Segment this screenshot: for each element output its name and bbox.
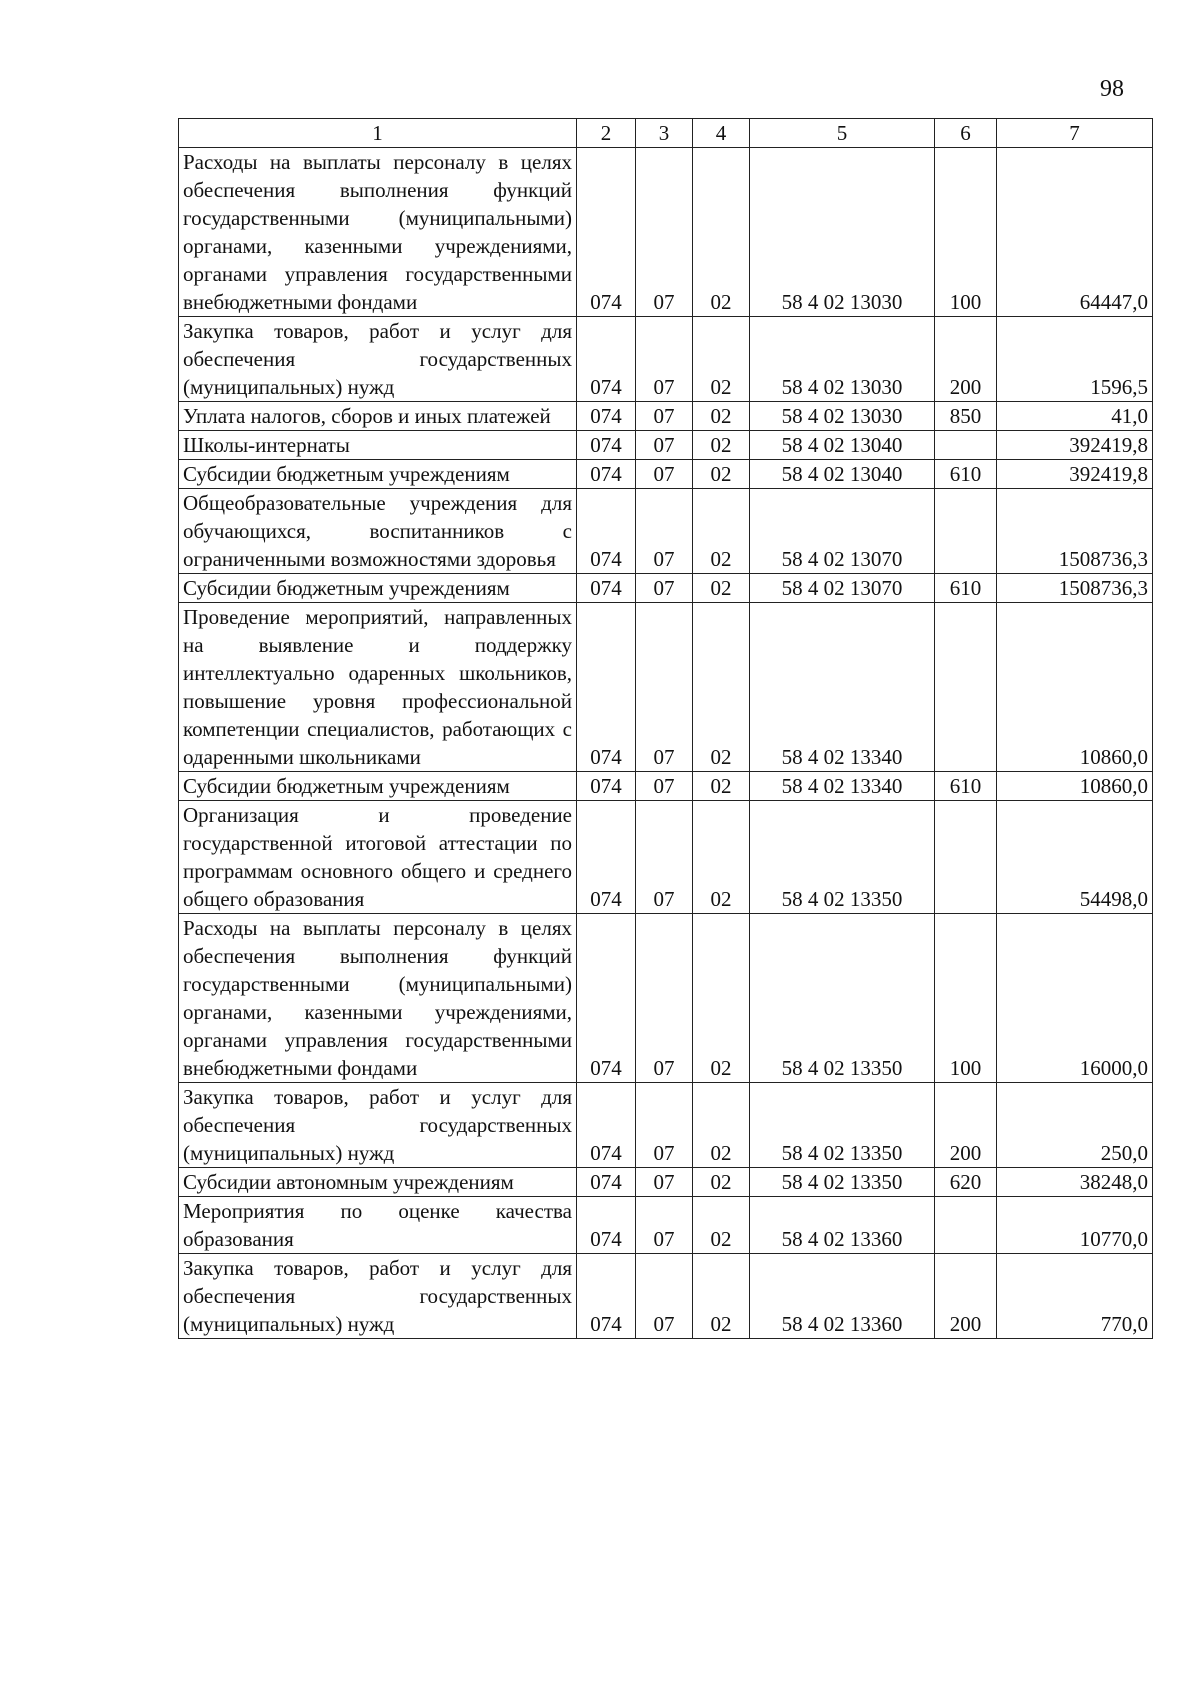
amount-cell: 392419,8 [997,431,1153,460]
amount-cell: 250,0 [997,1083,1153,1168]
table-row [179,574,1153,603]
amount-cell: 1596,5 [997,317,1153,402]
section-cell: 07 [636,914,693,1083]
subsection-cell: 02 [693,1254,750,1339]
amount-cell: 770,0 [997,1254,1153,1339]
code-cell: 074 [577,574,636,603]
section-cell: 07 [636,603,693,772]
item-name-cell: Расходы на выплаты персоналу в целях обеспечения выполнения функций государственными (муниципальными) органами, казенными учреждениями, органами управления государственными внебюджетными фондами [179,148,577,317]
amount-cell: 392419,8 [997,460,1153,489]
section-cell: 07 [636,1168,693,1197]
code-cell: 074 [577,914,636,1083]
amount-cell: 10770,0 [997,1197,1153,1254]
subsection-cell: 02 [693,574,750,603]
target-article-cell: 58 4 02 13350 [750,1168,935,1197]
expense-type-cell: 200 [935,1254,997,1339]
item-name-cell: Расходы на выплаты персоналу в целях обеспечения выполнения функций государственными (муниципальными) органами, казенными учреждениями, органами управления государственными внебюджетными фондами [179,914,577,1083]
code-cell: 074 [577,402,636,431]
subsection-cell: 02 [693,603,750,772]
expense-type-cell: 620 [935,1168,997,1197]
expense-type-cell [935,801,997,914]
amount-cell: 1508736,3 [997,489,1153,574]
section-cell: 07 [636,1083,693,1168]
expense-type-cell: 610 [935,574,997,603]
page-number: 98 [1100,76,1124,102]
target-article-cell: 58 4 02 13040 [750,431,935,460]
subsection-cell: 02 [693,914,750,1083]
table-row [179,914,1153,1083]
expense-type-cell [935,489,997,574]
expense-type-cell [935,603,997,772]
expense-type-cell: 610 [935,460,997,489]
section-cell: 07 [636,801,693,914]
target-article-cell: 58 4 02 13350 [750,801,935,914]
section-cell: 07 [636,772,693,801]
amount-cell: 16000,0 [997,914,1153,1083]
subsection-cell: 02 [693,460,750,489]
expense-type-cell: 610 [935,772,997,801]
amount-cell: 38248,0 [997,1168,1153,1197]
column-header: 3 [636,119,693,148]
code-cell: 074 [577,1083,636,1168]
table-row [179,1197,1153,1254]
target-article-cell: 58 4 02 13350 [750,1083,935,1168]
section-cell: 07 [636,317,693,402]
code-cell: 074 [577,1254,636,1339]
section-cell: 07 [636,574,693,603]
item-name-cell: Субсидии бюджетным учреждениям [179,772,577,801]
code-cell: 074 [577,431,636,460]
expense-type-cell: 200 [935,317,997,402]
item-name-cell: Субсидии бюджетным учреждениям [179,574,577,603]
table-row [179,402,1153,431]
subsection-cell: 02 [693,148,750,317]
target-article-cell: 58 4 02 13340 [750,603,935,772]
table-row [179,431,1153,460]
target-article-cell: 58 4 02 13360 [750,1197,935,1254]
expense-type-cell: 100 [935,914,997,1083]
section-cell: 07 [636,1197,693,1254]
subsection-cell: 02 [693,489,750,574]
section-cell: 07 [636,1254,693,1339]
column-header: 4 [693,119,750,148]
table-row [179,801,1153,914]
subsection-cell: 02 [693,431,750,460]
expense-type-cell: 100 [935,148,997,317]
target-article-cell: 58 4 02 13360 [750,1254,935,1339]
code-cell: 074 [577,801,636,914]
item-name-cell: Организация и проведение государственной итоговой аттестации по программам основного общего и среднего общего образования [179,801,577,914]
table-row [179,603,1153,772]
section-cell: 07 [636,489,693,574]
item-name-cell: Проведение мероприятий, направленных на выявление и поддержку интеллектуально одаренных школьников, повышение уровня профессиональной компетенции специалистов, работающих с одаренными школьниками [179,603,577,772]
item-name-cell: Закупка товаров, работ и услуг для обеспечения государственных (муниципальных) нужд [179,317,577,402]
code-cell: 074 [577,603,636,772]
table-row [179,1168,1153,1197]
subsection-cell: 02 [693,772,750,801]
expense-type-cell [935,1197,997,1254]
target-article-cell: 58 4 02 13030 [750,402,935,431]
subsection-cell: 02 [693,801,750,914]
amount-cell: 10860,0 [997,772,1153,801]
subsection-cell: 02 [693,1168,750,1197]
amount-cell: 10860,0 [997,603,1153,772]
amount-cell: 54498,0 [997,801,1153,914]
table-row [179,1083,1153,1168]
table-row [179,148,1153,317]
code-cell: 074 [577,460,636,489]
table-row [179,772,1153,801]
target-article-cell: 58 4 02 13350 [750,914,935,1083]
expense-type-cell: 200 [935,1083,997,1168]
section-cell: 07 [636,402,693,431]
amount-cell: 41,0 [997,402,1153,431]
expense-type-cell [935,431,997,460]
column-header: 7 [997,119,1153,148]
code-cell: 074 [577,1168,636,1197]
item-name-cell: Общеобразовательные учреждения для обучающихся, воспитанников с ограниченными возможностями здоровья [179,489,577,574]
table-row [179,317,1153,402]
column-header: 5 [750,119,935,148]
amount-cell: 1508736,3 [997,574,1153,603]
target-article-cell: 58 4 02 13040 [750,460,935,489]
code-cell: 074 [577,772,636,801]
section-cell: 07 [636,148,693,317]
table-row [179,460,1153,489]
target-article-cell: 58 4 02 13070 [750,574,935,603]
subsection-cell: 02 [693,1197,750,1254]
item-name-cell: Закупка товаров, работ и услуг для обеспечения государственных (муниципальных) нужд [179,1254,577,1339]
table-row [179,1254,1153,1339]
expense-type-cell: 850 [935,402,997,431]
code-cell: 074 [577,148,636,317]
amount-cell: 64447,0 [997,148,1153,317]
target-article-cell: 58 4 02 13070 [750,489,935,574]
item-name-cell: Мероприятия по оценке качества образования [179,1197,577,1254]
subsection-cell: 02 [693,402,750,431]
table-row [179,489,1153,574]
column-header: 6 [935,119,997,148]
item-name-cell: Школы-интернаты [179,431,577,460]
code-cell: 074 [577,489,636,574]
code-cell: 074 [577,1197,636,1254]
target-article-cell: 58 4 02 13340 [750,772,935,801]
code-cell: 074 [577,317,636,402]
column-header: 1 [179,119,577,148]
header-row [179,119,1153,148]
item-name-cell: Закупка товаров, работ и услуг для обеспечения государственных (муниципальных) нужд [179,1083,577,1168]
item-name-cell: Субсидии автономным учреждениям [179,1168,577,1197]
section-cell: 07 [636,431,693,460]
target-article-cell: 58 4 02 13030 [750,148,935,317]
item-name-cell: Уплата налогов, сборов и иных платежей [179,402,577,431]
item-name-cell: Субсидии бюджетным учреждениям [179,460,577,489]
subsection-cell: 02 [693,1083,750,1168]
target-article-cell: 58 4 02 13030 [750,317,935,402]
column-header: 2 [577,119,636,148]
budget-table [178,118,1153,1339]
section-cell: 07 [636,460,693,489]
subsection-cell: 02 [693,317,750,402]
